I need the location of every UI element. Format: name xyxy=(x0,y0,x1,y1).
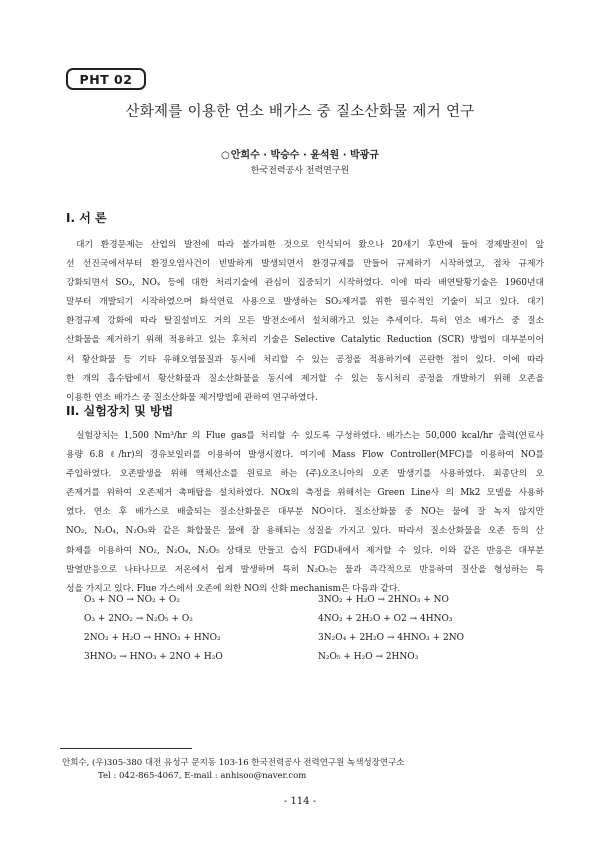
footnote-divider xyxy=(60,748,192,749)
method-paragraph xyxy=(66,427,544,599)
equation: 3NO₂ + H₂O → 2HNO₃ + NO xyxy=(318,595,449,605)
intro-line: 한 개의 흡수탑에서 황산화물과 질소산화물을 동시에 제거할 수 있는 동시처리 공정을 개발하기 위해 오존을 xyxy=(66,373,544,384)
equation: N₂O₅ + H₂O → 2HNO₃ xyxy=(318,652,419,662)
intro-line: 이용한 연소 배가스 중 질소산화물 제거방법에 관하여 연구하였다. xyxy=(66,392,318,403)
method-line: 실험장치는 1,500 Nm³/hr 의 Flue gas를 처리할 수 있도록 구성하였다. 배가스는 50,000 kcal/hr 출력(연료사 xyxy=(76,431,544,441)
presenter-mark: ○ xyxy=(221,150,230,161)
method-line: 성을 가지고 있다. Flue 가스에서 오존에 의한 NO의 산화 mechanism은 다음과 같다. xyxy=(66,583,401,594)
author-names: 안희수 · 박승수 · 윤석원 · 박광규 xyxy=(230,150,379,161)
affiliation: 한국전력공사 전력연구원 xyxy=(250,166,350,176)
section-heading-intro: I. 서 론 xyxy=(66,211,107,225)
intro-line: 선 선진국에서부터 환경오염사건이 빈발하게 발생되면서 환경규제를 만들어 규제하기 시작하였고, 점차 규제가 xyxy=(66,259,544,270)
page-number: - 114 - xyxy=(283,796,317,807)
intro-line: 강화되면서 SO₂, NOₓ 등에 대한 처리기술에 관심이 집중되기 시작하였다. 이에 따라 배연탈황기술은 1960년대 xyxy=(66,278,544,289)
method-line: 주입하였다. 오존발생을 위해 액체산소를 원료로 하는 (주)오조니아의 오존 발생기를 사용하였다. 최종단의 오 xyxy=(66,469,544,480)
equation: 2NO₂ + H₂O → HNO₃ + HNO₂ xyxy=(84,633,221,643)
equation: 3N₂O₄ + 2H₂O → 4HNO₃ + 2NO xyxy=(318,633,464,643)
paper-title: 산화제를 이용한 연소 배가스 중 질소산화물 제거 연구 xyxy=(125,104,475,120)
equation: O₃ + 2NO₂ → N₂O₅ + O₂ xyxy=(84,614,193,624)
method-line: 용량 6.8 ℓ/hr)의 경유보일러를 이용하여 발생시켰다. 여기에 Mass Flow Controller(MFC)를 이용하여 NO를 xyxy=(66,450,544,461)
method-line: 발열반응으로 나타나므로 저온에서 쉽게 발생하며 특히 N₂O₅는 물과 즉각적으로 반응하여 질산을 형성하는 특 xyxy=(66,564,544,575)
footnote-contact: Tel : 042-865-4067, E-mail : anhisoo@naver.com xyxy=(98,771,307,781)
method-line: 존제거를 위하여 오존제거 촉매탑을 설치하였다. NOx의 측정을 위해서는 Green Line사 의 Mk2 모델을 사용하 xyxy=(66,488,544,499)
intro-line: 환경규제 강화에 따라 탈질설비도 거의 모든 발전소에서 설치해가고 있는 추세이다. 특히 연소 배가스 중 질소 xyxy=(66,316,544,327)
section-heading-method: II. 실험장치 및 방법 xyxy=(66,404,174,418)
intro-line: 서 황산화물 등 기타 유해오염물질과 동시에 처리할 수 있는 공정을 적용하기에 곤란한 점이 있다. 이에 따라 xyxy=(66,354,544,365)
session-code: PHT 02 xyxy=(79,71,133,87)
equation: 4NO₂ + 2H₂O + O2 → 4HNO₃ xyxy=(318,614,453,624)
method-line: NO₂, N₂O₄, N₂O₅와 같은 화합물은 물에 잘 용해되는 성질을 가지고 있다. 따라서 질소산화물을 오존 등의 산 xyxy=(66,526,544,537)
author-list xyxy=(0,146,600,161)
equation: 3HNO₂ → HNO₃ + 2NO + H₂O xyxy=(84,652,223,662)
intro-line: 산화물을 제거하기 위해 적용하고 있는 후처리 기술은 Selective Catalytic Reduction (SCR) 방법이 대부분이어 xyxy=(66,335,544,346)
session-code-box xyxy=(66,68,146,90)
equation: O₃ + NO → NO₂ + O₂ xyxy=(84,595,180,605)
footnote-address: 안희수, (우)305-380 대전 유성구 문지동 103-16 한국전력공사 전력연구원 녹색성장연구소 xyxy=(62,758,405,768)
method-line: 화제를 이용하여 NO₂, N₂O₄, N₂O₅ 상태로 만들고 습식 FGD내에서 제거할 수 있다. 이와 같은 반응은 대부분 xyxy=(66,545,544,556)
method-line: 였다. 연소 후 배가스로 배출되는 질소산화물은 대부분 NO이다. 질소산화물 중 NO는 물에 잘 녹지 않지만 xyxy=(66,507,544,518)
intro-paragraph xyxy=(66,236,544,408)
intro-line: 말부터 개발되기 시작하였으며 화석연료 사용으로 발생하는 SO₂제거를 위한 필수적인 기술이 되고 있다. 대기 xyxy=(66,297,544,308)
intro-line: 대기 환경문제는 산업의 발전에 따라 불가피한 것으로 인식되어 왔으나 20세기 후반에 들어 경제발전이 앞 xyxy=(76,240,544,250)
